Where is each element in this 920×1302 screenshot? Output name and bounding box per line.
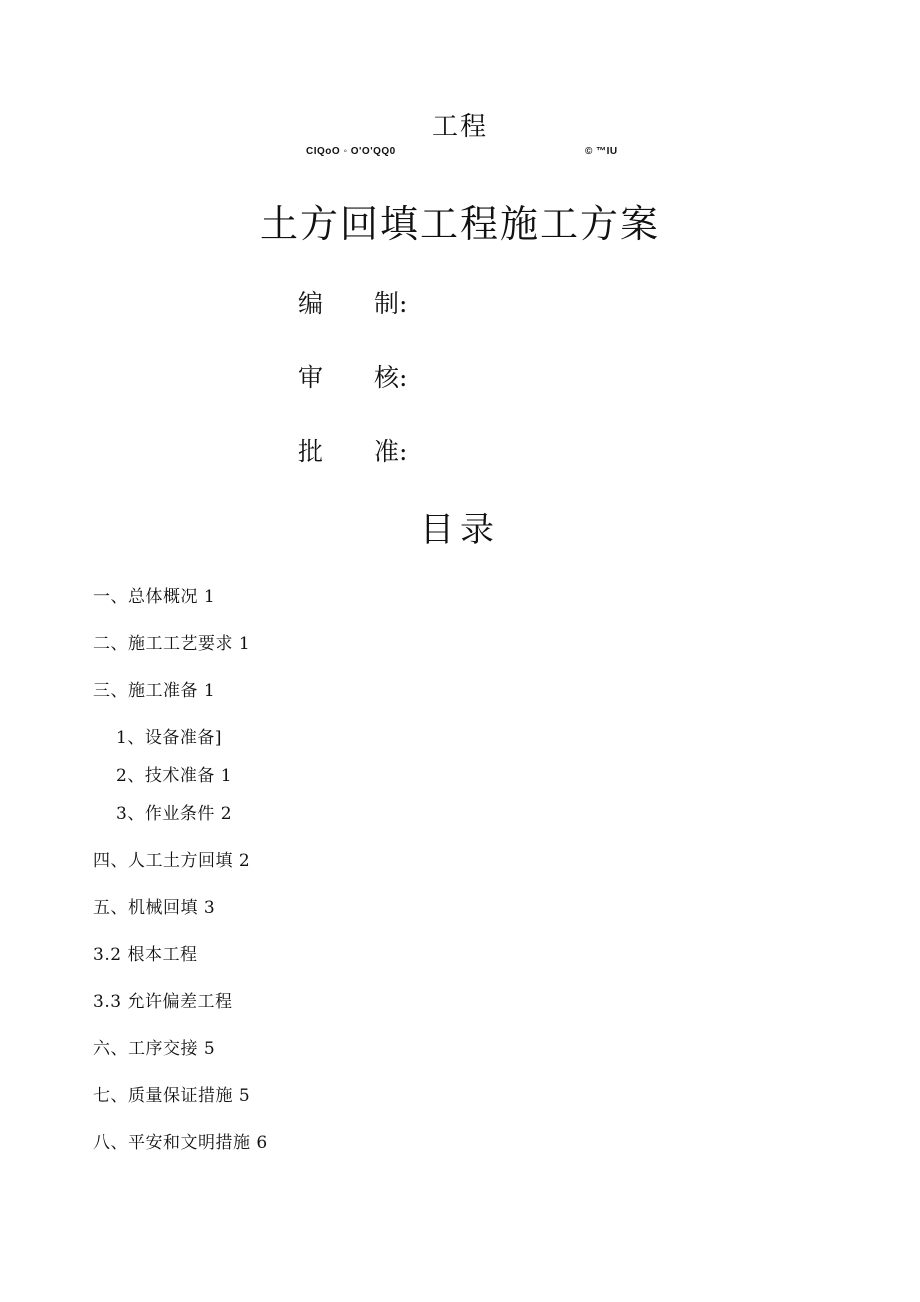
toc-item: 五、机械回填 3 bbox=[93, 898, 216, 918]
signature-row-reviewer bbox=[298, 358, 407, 394]
toc-item: 六、工序交接 5 bbox=[93, 1039, 216, 1059]
toc-item: 七、质量保证措施 5 bbox=[93, 1086, 251, 1106]
toc-item: 八、平安和文明措施 6 bbox=[93, 1133, 268, 1153]
toc-item: 一、总体概况 1 bbox=[93, 587, 216, 607]
toc-heading: 目录 bbox=[420, 510, 500, 550]
header-scan-noise-right: © ™IU bbox=[585, 146, 618, 157]
signature-label-first-char: 批 bbox=[298, 437, 324, 466]
toc-subitem: 3、作业条件 2 bbox=[116, 804, 233, 824]
signature-label-first-char: 编 bbox=[298, 289, 324, 318]
toc-item: 3.3 允许偏差工程 bbox=[93, 992, 233, 1012]
signature-row-approver bbox=[298, 432, 407, 468]
toc-item: 三、施工准备 1 bbox=[93, 681, 216, 701]
header-title: 工程 bbox=[431, 112, 488, 142]
signature-label-second-char: 制: bbox=[374, 289, 408, 318]
signature-label-second-char: 准: bbox=[374, 437, 408, 466]
toc-item: 3.2 根本工程 bbox=[93, 945, 198, 965]
signature-label-first-char: 审 bbox=[298, 363, 324, 392]
toc-item: 四、人工土方回填 2 bbox=[93, 851, 251, 871]
document-title: 土方回填工程施工方案 bbox=[259, 202, 660, 246]
toc-subitem: 2、技术准备 1 bbox=[116, 766, 233, 786]
toc-subitem: 1、设备准备] bbox=[116, 728, 222, 748]
signature-row-compiler bbox=[298, 284, 407, 320]
signature-label-second-char: 核: bbox=[374, 363, 408, 392]
toc-item: 二、施工工艺要求 1 bbox=[93, 634, 251, 654]
header-scan-noise-left: CIQoO ◦ O'O'QQ0 bbox=[306, 146, 396, 157]
